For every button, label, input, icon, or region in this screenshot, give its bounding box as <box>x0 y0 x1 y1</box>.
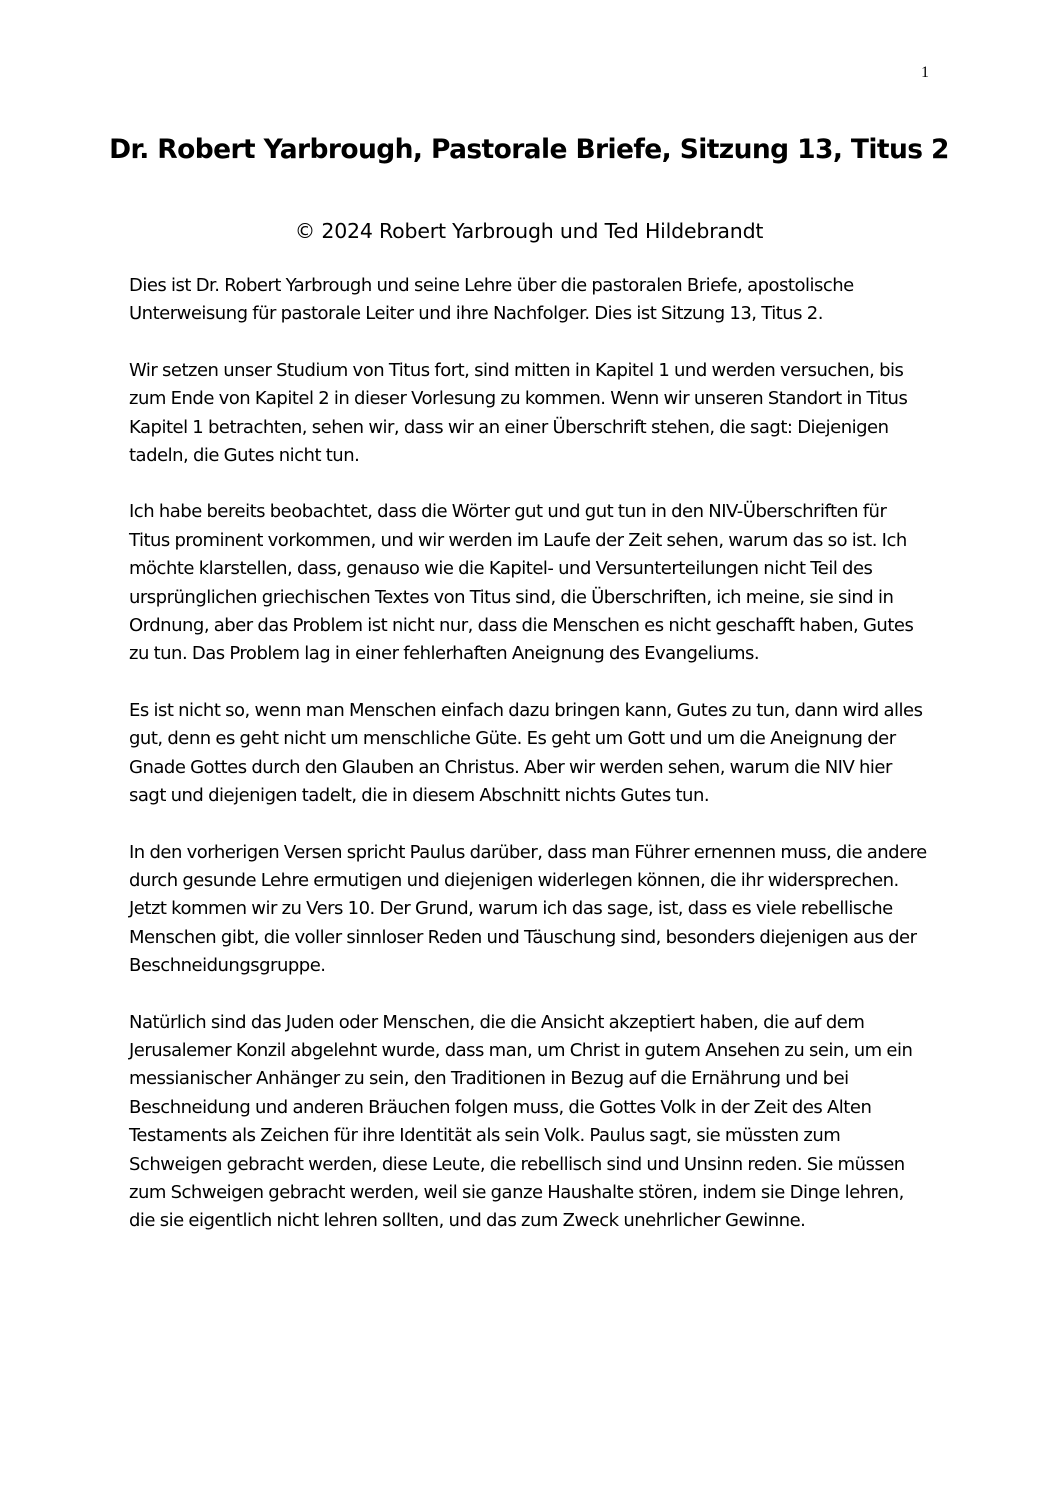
document-body <box>129 272 929 1264</box>
paragraph: Natürlich sind das Juden oder Menschen, die die Ansicht akzeptiert haben, die auf dem Jerusalemer Konzil abgelehnt wurde, dass man, um Christ in gutem Ansehen zu sein, um ein messianischer Anhänger zu sein, den Traditionen in Bezug auf die Ernährung und bei Beschneidung und anderen Bräuchen folgen muss, die Gottes Volk in der Zeit des Alten Testaments als Zeichen für ihre Identität als sein Volk. Paulus sagt, sie müssten zum Schweigen gebracht werden, diese Leute, die rebellisch sind und Unsinn reden. Sie müssen zum Schweigen gebracht werden, weil sie ganze Haushalte stören, indem sie Dinge lehren, die sie eigentlich nicht lehren sollten, und das zum Zweck unehrlicher Gewinne. <box>129 1011 913 1232</box>
copyright-line: © 2024 Robert Yarbrough und Ted Hildebrandt <box>294 219 764 243</box>
paragraph: Dies ist Dr. Robert Yarbrough und seine Lehre über die pastoralen Briefe, apostolische Unterweisung für pastorale Leiter und ihre Nachfolger. Dies ist Sitzung 13, Titus 2. <box>129 275 854 325</box>
paragraph: Wir setzen unser Studium von Titus fort, sind mitten in Kapitel 1 und werden versuchen, bis zum Ende von Kapitel 2 in dieser Vorlesung zu kommen. Wenn wir unseren Standort in Titus Kapitel 1 betrachten, sehen wir, dass wir an einer Überschrift stehen, die sagt: Diejenigen tadeln, die Gutes nicht tun. <box>129 359 908 467</box>
paragraph: In den vorherigen Versen spricht Paulus darüber, dass man Führer ernennen muss, die andere durch gesunde Lehre ermutigen und diejenigen widerlegen können, die ihr widersprechen. Jetzt kommen wir zu Vers 10. Der Grund, warum ich das sage, ist, dass es viele rebellische Menschen gibt, die voller sinnloser Reden und Täuschung sind, besonders diejenigen aus der Beschneidungsgruppe. <box>129 841 927 977</box>
paragraph: Ich habe bereits beobachtet, dass die Wörter gut und gut tun in den NIV-Überschriften für Titus prominent vorkommen, und wir werden im Laufe der Zeit sehen, warum das so ist. Ich möchte klarstellen, dass, genauso wie die Kapitel- und Versunterteilungen nicht Teil des ursprünglichen griechischen Textes von Titus sind, die Überschriften, ich meine, sie sind in Ordnung, aber das Problem ist nicht nur, dass die Menschen es nicht geschafft haben, Gutes zu tun. Das Problem lag in einer fehlerhaften Aneignung des Evangeliums. <box>129 501 914 665</box>
document-title: Dr. Robert Yarbrough, Pastorale Briefe, Sitzung 13, Titus 2 <box>109 134 949 165</box>
page-number: 1 <box>921 64 929 81</box>
paragraph: Es ist nicht so, wenn man Menschen einfach dazu bringen kann, Gutes zu tun, dann wird alles gut, denn es geht nicht um menschliche Güte. Es geht um Gott und um die Aneignung der Gnade Gottes durch den Glauben an Christus. Aber wir werden sehen, warum die NIV hier sagt und diejenigen tadelt, die in diesem Abschnitt nichts Gutes tun. <box>129 699 923 807</box>
